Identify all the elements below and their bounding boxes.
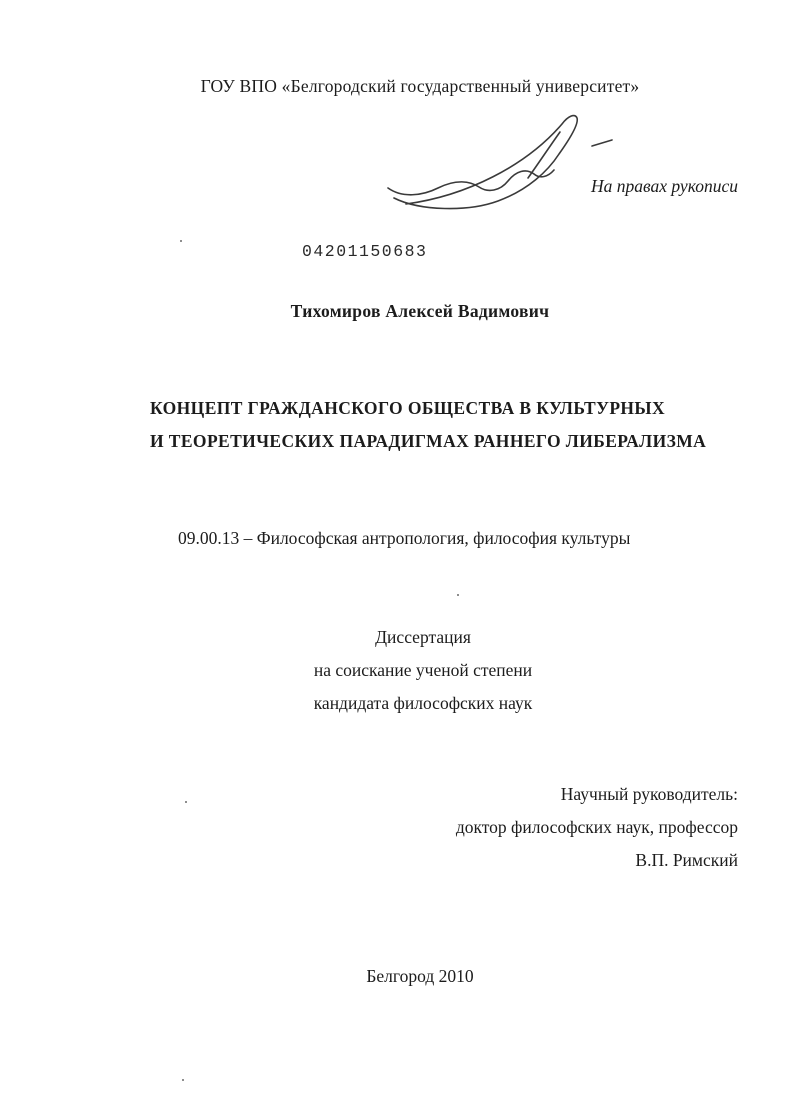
- advisor-name: В.П. Римский: [635, 850, 738, 870]
- advisor-degree: доктор философских наук, профессор: [455, 817, 738, 837]
- handwritten-signature-icon: [378, 108, 618, 216]
- scan-speck: [457, 594, 459, 596]
- university-name: ГОУ ВПО «Белгородский государственный университет»: [200, 76, 640, 96]
- thesis-line-3: кандидата философских наук: [313, 693, 533, 713]
- city-and-year: Белгород 2010: [366, 966, 474, 986]
- advisor-block: [456, 778, 738, 877]
- scan-speck: [182, 1079, 184, 1081]
- thesis-line-2: на соискание ученой степени: [313, 660, 533, 680]
- dissertation-title: [150, 392, 750, 458]
- thesis-line-1: Диссертация: [375, 627, 471, 647]
- title-line-1: КОНЦЕПТ ГРАЖДАНСКОГО ОБЩЕСТВА В КУЛЬТУРНЫХ: [150, 398, 666, 418]
- manuscript-rights-note: На правах рукописи: [591, 176, 738, 196]
- specialty-code: 09.00.13 – Философская антропология, философия культуры: [178, 528, 631, 548]
- scan-speck: [185, 801, 187, 803]
- thesis-type-block: [0, 621, 798, 720]
- scan-speck: [180, 240, 182, 242]
- author-name: Тихомиров Алексей Вадимович: [290, 301, 550, 321]
- registration-number: 04201150683: [302, 242, 428, 261]
- advisor-label: Научный руководитель:: [560, 784, 738, 804]
- title-line-2: И ТЕОРЕТИЧЕСКИХ ПАРАДИГМАХ РАННЕГО ЛИБЕРАЛИЗМА: [150, 431, 707, 451]
